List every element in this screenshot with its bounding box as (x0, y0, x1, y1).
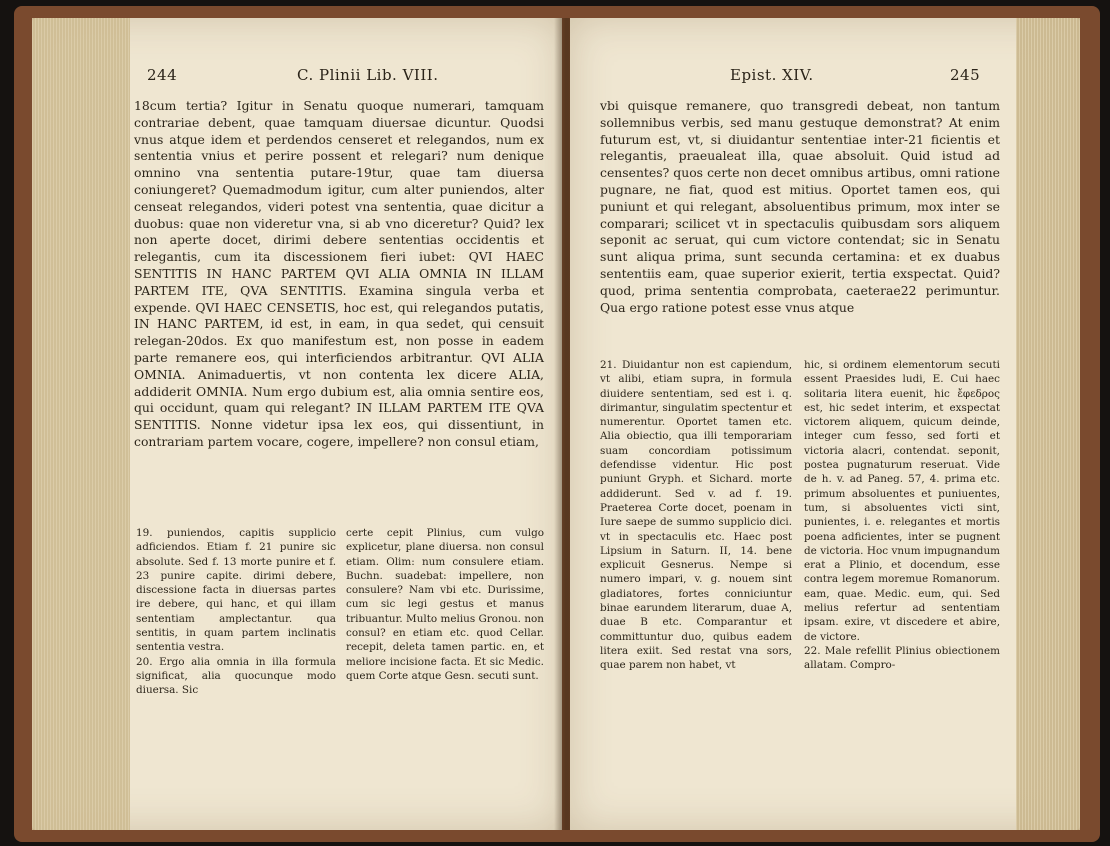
left-body-text: 18cum tertia? Igitur in Senatu quoque numerari, tamquam contrariae debent, quae tamquam diuersae dicuntur. Quodsi vnus atque idem et perdendos censeret et relegandos, num ex sententia vnius et perire possent et relegari? num denique omnino vna sententia putare-19tur, quae tam diuersa coniungeret? Quemadmodum igitur, cum alter puniendos, alter censeat relegandos, videri potest vna sententia, quae dicitur a duobus: quae non videretur vna, si ab vno diceretur? Quid? lex non aperte docet, dirimi debere sententias occidentis et relegantis, cum ita discessionem fieri iubet: QVI HAEC SENTITIS IN HANC PARTEM QVI ALIA OMNIA IN ILLAM PARTEM ITE, QVA SENTITIS. Examina singula verba et expende. QVI HAEC CENSETIS, hoc est, qui relegandos putatis, IN HANC PARTEM, id est, in eam, in qua sedet, qui censuit relegan-20dos. Ex quo manifestum est, non posse in eadem parte remanere eos, qui interficiendos arbitrantur. QVI ALIA OMNIA. Animaduertis, vt non contenta lex dicere ALIA, addiderit OMNIA. Num ergo dubium est, alia omnia sentire eos, qui occidunt, quam qui relegant? IN ILLAM PARTEM ITE QVA SENTITIS. Nonne videtur ipsa lex eos, qui dissentiunt, in contrariam partem vocare, cogere, impellere? non consul etiam, (134, 98, 544, 449)
page-edges-left (32, 18, 130, 830)
right-running-title: Epist. XIV. (730, 66, 814, 84)
left-page-number: 244 (147, 66, 178, 84)
right-page (570, 18, 1080, 830)
right-notes-column-1: 21. Diuidantur non est capiendum, vt alibi, etiam supra, in formula diuidere sententiam, sed est i. q. dirimantur, singulatim spectentur et numerentur. Oportet tamen etc. Alia obiectio, qua illi temporariam suam concordiam potissimum defendisse videntur. Hic post puniunt Gryph. et Sichard. morte addiderunt. Sed v. ad f. 19. Praeterea Corte docet, poenam in Iure saepe de summo supplicio dici. vt in spectaculis etc. Haec post Lipsium in Saturn. II, 14. bene explicuit Gesnerus. Nempe si numero impari, v. g. nouem sint gladiatores, fortes conniciuntur binae earundem literarum, duae A, duae B etc. Comparantur et committuntur duo, quibus eadem litera exiit. Sed restat vna sors, quae parem non habet, vt (600, 359, 792, 672)
right-page-number: 245 (950, 66, 981, 84)
left-running-title: C. Plinii Lib. VIII. (297, 66, 439, 84)
page-edges-right (1016, 18, 1080, 830)
book (14, 6, 1100, 842)
right-body-text: vbi quisque remanere, quo transgredi debeat, non tantum sollemnibus verbis, sed manu gestuque demonstrat? At enim futurum est, vt, si diuidantur sententiae inter-21 ficientis et relegantis, praeualeat illa, quae absoluit. Quid istud ad censentes? quos certe non decet omnibus artibus, omni ratione pugnare, ne fiat, quod est mitius. Oportet tamen eos, qui puniunt et qui relegant, absoluentibus primum, mox inter se comparari; scilicet vt in spectaculis quibusdam sors aliquem seponit ac seruat, qui cum victore contendat; sic in Senatu sunt aliqua prima, sunt secunda certamina: et ex duabus sententiis eam, quae superior exierit, tertia exspectat. Quid? quod, prima sententia comprobata, caeterae22 perimuntur. Qua ergo ratione potest esse vnus atque (600, 98, 1000, 315)
right-notes-column-2: hic, si ordinem elementorum secuti essent Praesides ludi, E. Cui haec solitaria litera euenit, hic ἔφεδρος est, hic sedet interim, et exspectat victorem aliquem, quicum deinde, integer cum fesso, sed forti et victoria alacri, contendat. seponit, postea pugnaturum reseruat. Vide de h. v. ad Paneg. 57, 4. prima etc. primum absoluentes et puniuentes, tum, si absoluentes victi sint, punientes, i. e. relegantes et mortis poena adficientes, inter se pugnent de victoria. Hoc vnum impugnandum erat a Plinio, et docendum, esse contra legem moremue Romanorum. eam, quae. Medic. eum, qui. Sed melius refertur ad sententiam ipsam. exire, vt discedere et abire, de victore. 22. Male refellit Plinius obiectionem allatam. Compro- (804, 359, 1000, 672)
left-notes-column-2: certe cepit Plinius, cum vulgo explicetur, plane diuersa. non consul etiam. Olim: num consulere etiam. Buchn. suadebat: impellere, non consulere? Nam vbi etc. Durissime, cum sic legi gestus et manus tribuantur. Multo melius Gronou. non consul? en etiam etc. quod Cellar. recepit, deleta tamen partic. en, et meliore incisione facta. Et sic Medic. quem Corte atque Gesn. secuti sunt. (346, 527, 544, 682)
left-notes-column-1: 19. puniendos, capitis supplicio adficiendos. Etiam f. 21 punire sic absolute. Sed f. 13 morte punire et f. 23 punire capite. dirimi debere, discessione facta in diuersas partes ire debere, qui hanc, et qui illam sententiam amplectantur. qua sentitis, in quam partem inclinatis sententia vestra. 20. Ergo alia omnia in illa formula significat, alia quocunque modo diuersa. Sic (136, 527, 336, 697)
left-page (32, 18, 562, 830)
